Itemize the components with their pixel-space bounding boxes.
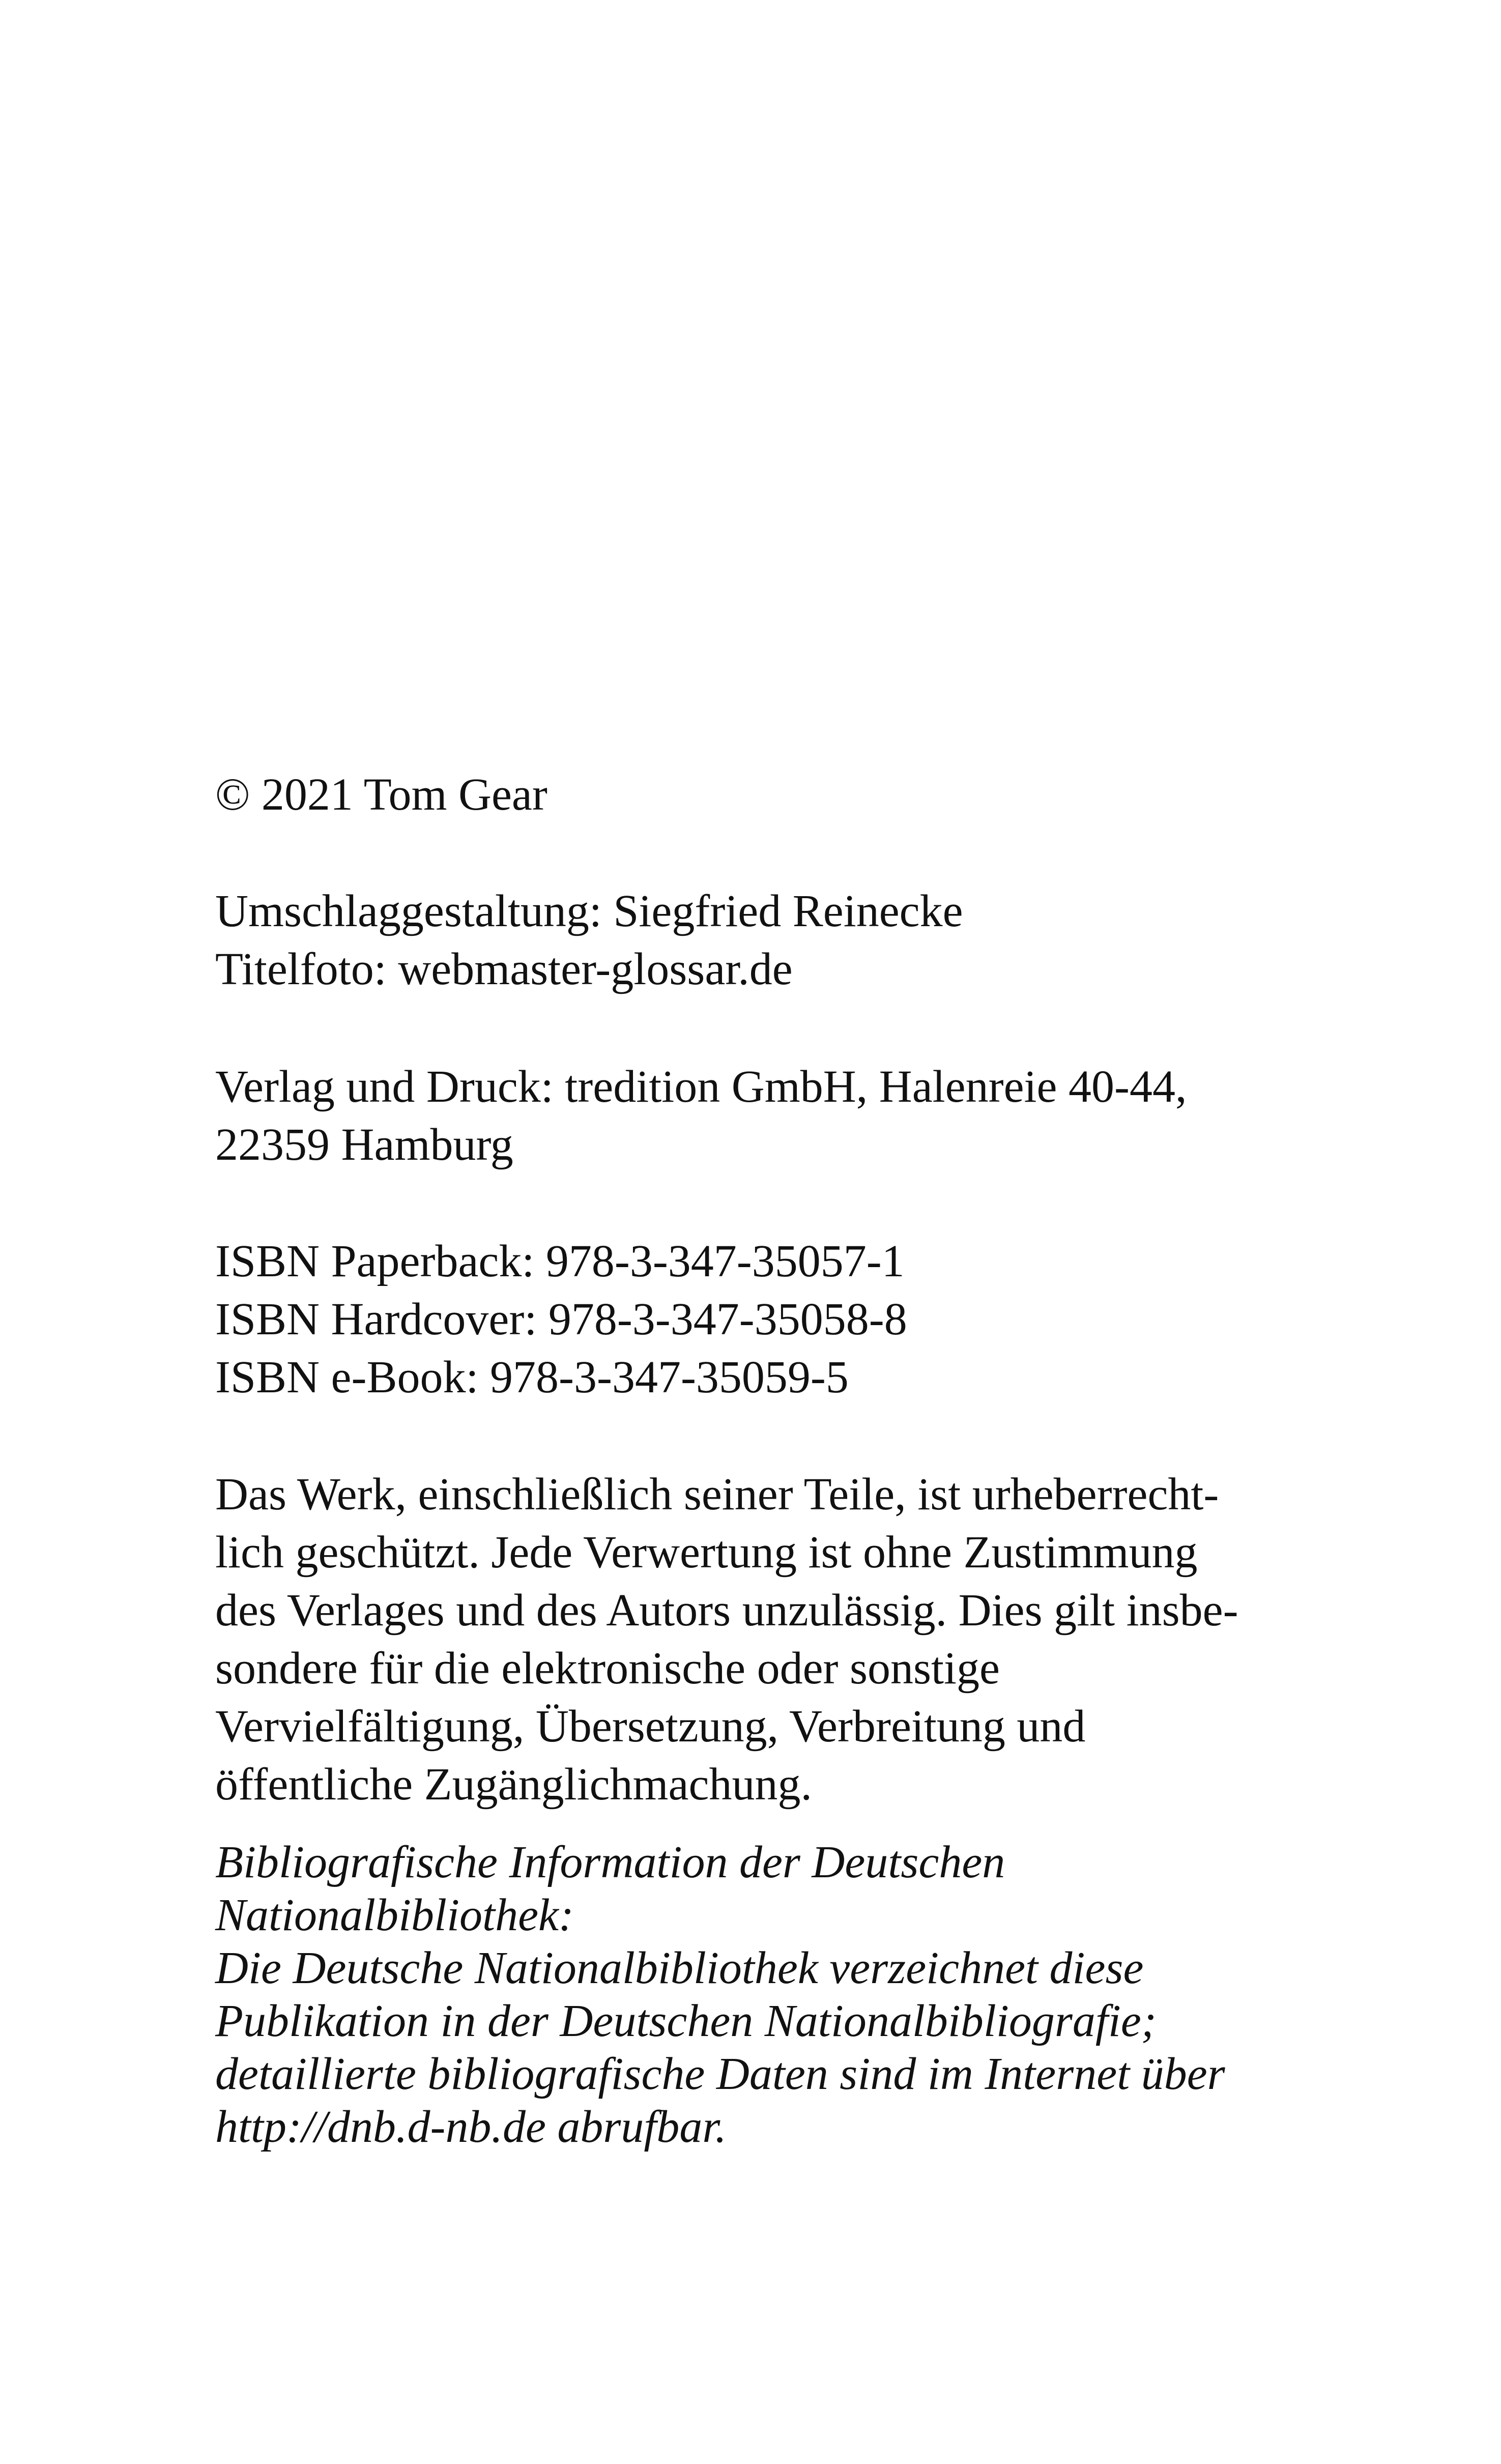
isbn-block [215,1233,1324,1407]
dnb-line: Publikation in der Deutschen Nationalbibliografie; [215,1996,1157,2046]
copyright-notice [215,766,1324,824]
isbn-paperback: ISBN Paperback: 978-3-347-35057-1 [215,1236,905,1286]
dnb-notice [215,1836,1324,2154]
dnb-line: http://dnb.d-nb.de abrufbar. [215,2102,727,2152]
publisher-address: 22359 Hamburg [215,1120,513,1170]
rights-line: des Verlages und des Autors unzulässig. Dies gilt insbe- [215,1585,1238,1636]
credits-block [215,882,1324,998]
rights-notice [215,1466,1324,1814]
cover-design-credit: Umschlaggestaltung: Siegfried Reinecke [215,886,963,936]
rights-line: Das Werk, einschließlich seiner Teile, ist urheberrecht- [215,1469,1219,1520]
rights-line: sondere für die elektronische oder sonstige [215,1643,1000,1694]
copyright-line: © 2021 Tom Gear [215,769,547,820]
dnb-line: Bibliografische Information der Deutschen [215,1837,1005,1887]
publisher-block [215,1058,1324,1174]
dnb-line: detaillierte bibliografische Daten sind im Internet über [215,2049,1225,2099]
title-photo-credit: Titelfoto: webmaster-glossar.de [215,944,793,994]
rights-line: öffentliche Zugänglichmachung. [215,1759,812,1810]
isbn-ebook: ISBN e-Book: 978-3-347-35059-5 [215,1352,849,1402]
dnb-line: Die Deutsche Nationalbibliothek verzeichnet diese [215,1943,1144,1993]
publisher-line: Verlag und Druck: tredition GmbH, Halenreie 40-44, [215,1062,1187,1112]
dnb-line: Nationalbibliothek: [215,1890,574,1940]
isbn-hardcover: ISBN Hardcover: 978-3-347-35058-8 [215,1294,907,1344]
rights-line: lich geschützt. Jede Verwertung ist ohne Zustimmung [215,1527,1198,1578]
rights-line: Vervielfältigung, Übersetzung, Verbreitung und [215,1701,1086,1752]
